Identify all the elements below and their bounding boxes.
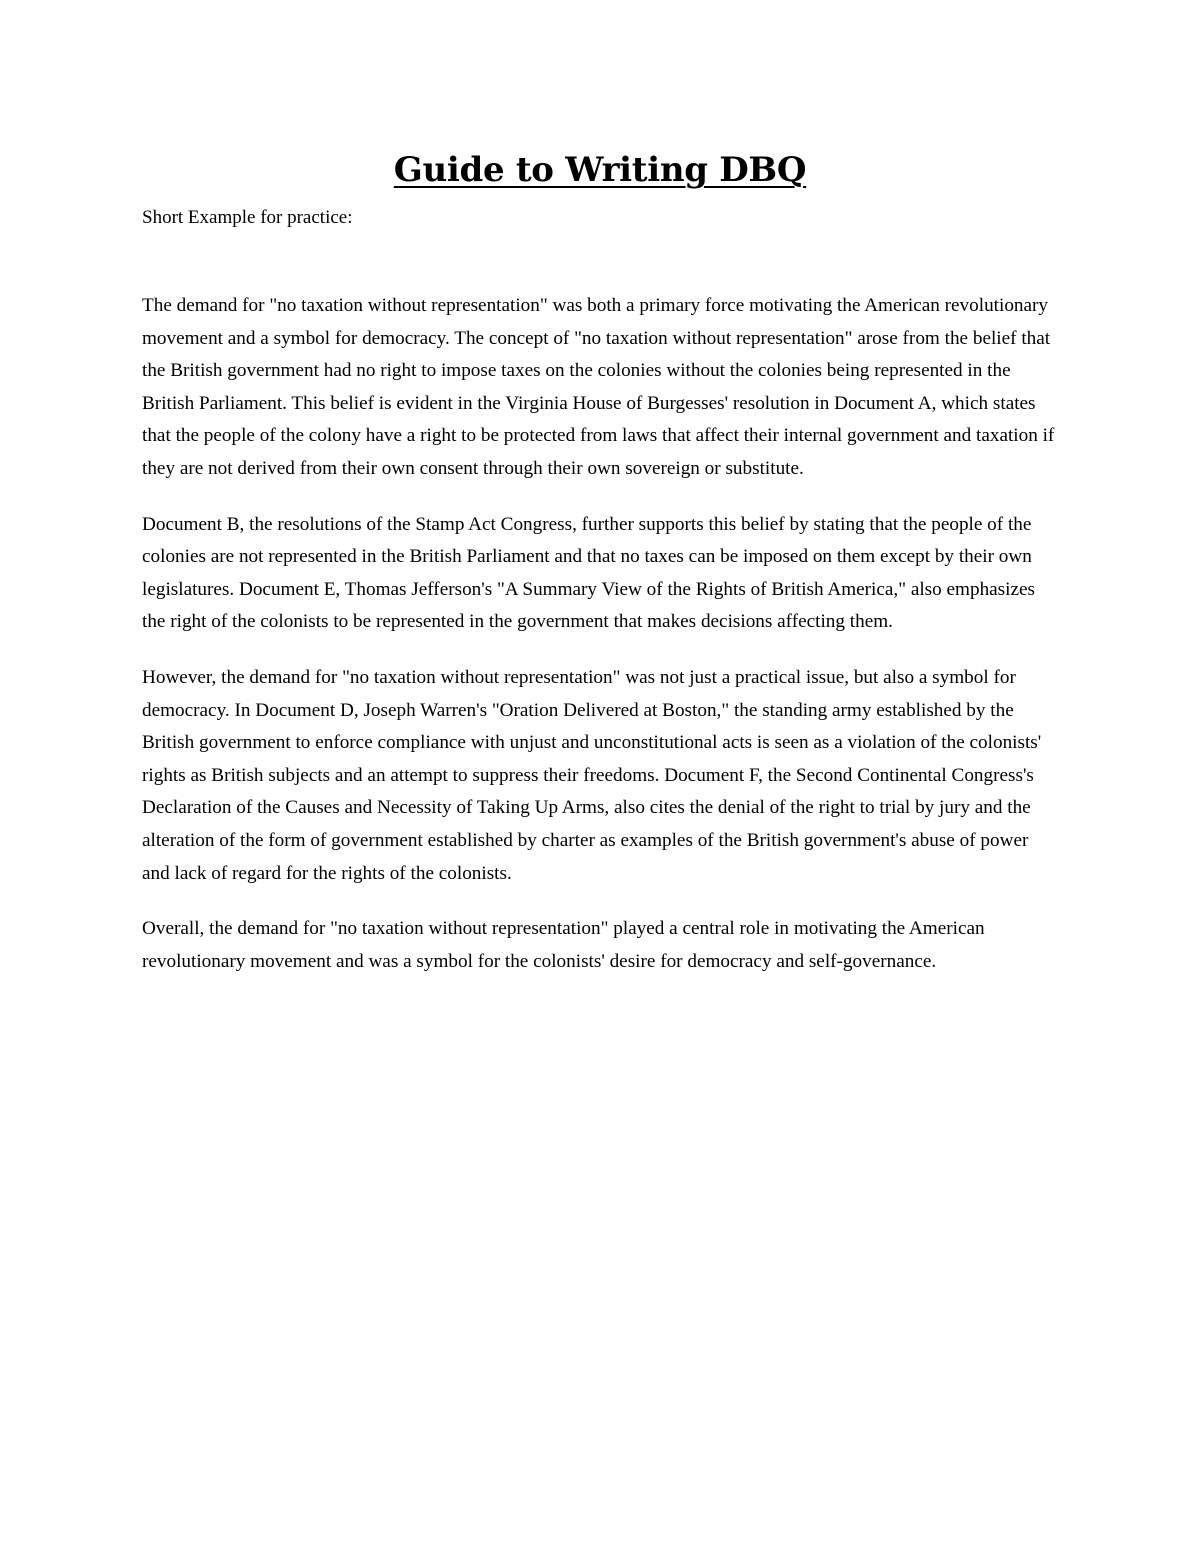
paragraph-1: The demand for "no taxation without representation" was both a primary force motivating the American revolutionary movement and a symbol for democracy. The concept of "no taxation without representation" arose from the belief that the British government had no right to impose taxes on the colonies without the colonies being represented in the British Parliament. This belief is evident in the Virginia House of Burgesses' resolution in Document A, which states that the people of the colony have a right to be protected from laws that affect their internal government and taxation if they are not derived from their own consent through their own sovereign or substitute. [142, 295, 1055, 479]
page-subtitle: Short Example for practice: [142, 207, 353, 228]
page-title: Guide to Writing DBQ [393, 150, 807, 190]
document-body [142, 290, 1058, 1001]
paragraph-3: However, the demand for "no taxation without representation" was not just a practical issue, but also a symbol for democracy. In Document D, Joseph Warren's "Oration Delivered at Boston," the standing army established by the British government to enforce compliance with unjust and unconstitutional acts is seen as a violation of the colonists' rights as British subjects and an attempt to suppress their freedoms. Document F, the Second Continental Congress's Declaration of the Causes and Necessity of Taking Up Arms, also cites the denial of the right to trial by jury and the alteration of the form of government established by charter as examples of the British government's abuse of power and lack of regard for the rights of the colonists. [142, 666, 1042, 884]
paragraph-4: Overall, the demand for "no taxation without representation" played a central role in motivating the American revolutionary movement and was a symbol for the colonists' desire for democracy and self-governance. [142, 918, 985, 972]
paragraph-2: Document B, the resolutions of the Stamp Act Congress, further supports this belief by stating that the people of the colonies are not represented in the British Parliament and that no taxes can be imposed on them except by their own legislatures. Document E, Thomas Jefferson's "A Summary View of the Rights of British America," also emphasizes the right of the colonists to be represented in the government that makes decisions affecting them. [142, 513, 1035, 633]
